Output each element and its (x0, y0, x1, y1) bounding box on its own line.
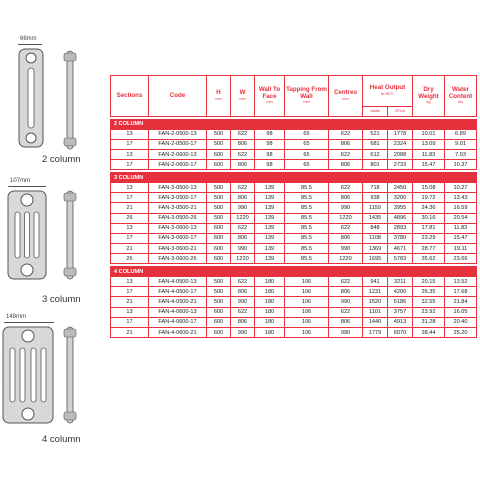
cell-water-content: 19.11 (445, 244, 477, 254)
radiator-3-column-front-image (7, 190, 47, 280)
cell-watts: 612 (363, 149, 388, 159)
section-header-row (111, 120, 477, 130)
cell-watts: 718 (363, 182, 388, 192)
cell-btus: 3211 (388, 277, 413, 287)
header-sections: Sections (111, 76, 149, 117)
header-w: W mm (231, 76, 255, 117)
radiator-3-column-label: 3 column (42, 294, 81, 305)
cell-centres: 990 (329, 203, 363, 213)
cell-w: 990 (231, 327, 255, 337)
table-row (111, 307, 477, 317)
header-centres: Centres mm (329, 76, 363, 117)
cell-h: 500 (207, 297, 231, 307)
cell-code: FAN-3-0600-21 (149, 244, 207, 254)
cell-sections: 17 (111, 160, 149, 170)
cell-watts: 1779 (363, 327, 388, 337)
cell-w: 806 (231, 287, 255, 297)
cell-centres: 806 (329, 233, 363, 243)
cell-tapping-from-wall: 85.5 (285, 254, 329, 264)
cell-watts: 1369 (363, 244, 388, 254)
cell-code: FAN-2-0600-13 (149, 149, 207, 159)
cell-sections: 17 (111, 139, 149, 149)
cell-dry-weight: 32.55 (413, 297, 445, 307)
table-row (111, 160, 477, 170)
cell-h: 500 (207, 139, 231, 149)
cell-sections: 21 (111, 203, 149, 213)
cell-tapping-from-wall: 85.5 (285, 203, 329, 213)
cell-wall-to-face: 180 (255, 287, 285, 297)
radiator-3-column-side-image (62, 190, 78, 280)
cell-centres: 1220 (329, 213, 363, 223)
table-row (111, 193, 477, 203)
cell-wall-to-face: 180 (255, 317, 285, 327)
cell-h: 600 (207, 244, 231, 254)
radiator-2-column-side-image (62, 50, 78, 150)
cell-water-content: 11.83 (445, 223, 477, 233)
cell-water-content: 6.89 (445, 129, 477, 139)
cell-water-content: 13.52 (445, 277, 477, 287)
cell-watts: 1108 (363, 233, 388, 243)
cell-w: 806 (231, 317, 255, 327)
cell-water-content: 25.20 (445, 327, 477, 337)
radiator-4-column-label: 4 column (42, 434, 81, 445)
cell-tapping-from-wall: 85.5 (285, 223, 329, 233)
cell-h: 500 (207, 203, 231, 213)
cell-code: FAN-4-0500-21 (149, 297, 207, 307)
cell-tapping-from-wall: 65 (285, 129, 329, 139)
cell-watts: 1440 (363, 317, 388, 327)
cell-btus: 4200 (388, 287, 413, 297)
cell-sections: 13 (111, 129, 149, 139)
cell-tapping-from-wall: 85.5 (285, 233, 329, 243)
cell-btus: 6070 (388, 327, 413, 337)
cell-btus: 4913 (388, 317, 413, 327)
table-row (111, 277, 477, 287)
table-row (111, 287, 477, 297)
cell-wall-to-face: 98 (255, 139, 285, 149)
cell-water-content: 13.43 (445, 193, 477, 203)
cell-btus: 3200 (388, 193, 413, 203)
cell-watts: 1231 (363, 287, 388, 297)
cell-btus: 3955 (388, 203, 413, 213)
cell-dry-weight: 38.44 (413, 327, 445, 337)
table-row (111, 203, 477, 213)
table-row (111, 317, 477, 327)
cell-code: FAN-4-0600-21 (149, 327, 207, 337)
cell-tapping-from-wall: 85.5 (285, 244, 329, 254)
cell-watts: 1695 (363, 254, 388, 264)
cell-wall-to-face: 180 (255, 327, 285, 337)
cell-code: FAN-3-0500-13 (149, 182, 207, 192)
cell-water-content: 7.93 (445, 149, 477, 159)
cell-w: 1220 (231, 213, 255, 223)
cell-code: FAN-2-0600-17 (149, 160, 207, 170)
cell-centres: 622 (329, 307, 363, 317)
cell-sections: 21 (111, 297, 149, 307)
cell-dry-weight: 17.81 (413, 223, 445, 233)
header-dry-weight: Dry Weight kg (413, 76, 445, 117)
cell-h: 600 (207, 160, 231, 170)
cell-tapping-from-wall: 106 (285, 307, 329, 317)
cell-centres: 1220 (329, 254, 363, 264)
cell-sections: 13 (111, 182, 149, 192)
width-dimension-line (4, 322, 54, 323)
cell-h: 600 (207, 223, 231, 233)
cell-h: 500 (207, 287, 231, 297)
cell-btus: 5783 (388, 254, 413, 264)
width-dimension: 107mm (10, 178, 31, 184)
cell-sections: 21 (111, 244, 149, 254)
cell-dry-weight: 30.16 (413, 213, 445, 223)
cell-sections: 13 (111, 223, 149, 233)
table-row (111, 327, 477, 337)
cell-w: 990 (231, 297, 255, 307)
table-row (111, 213, 477, 223)
cell-dry-weight: 23.92 (413, 307, 445, 317)
cell-code: FAN-3-0600-13 (149, 223, 207, 233)
table-row (111, 254, 477, 264)
cell-dry-weight: 19.72 (413, 193, 445, 203)
cell-btus: 2893 (388, 223, 413, 233)
cell-watts: 801 (363, 160, 388, 170)
cell-dry-weight: 26.35 (413, 287, 445, 297)
cell-sections: 13 (111, 307, 149, 317)
table-row (111, 223, 477, 233)
cell-centres: 806 (329, 287, 363, 297)
table-row (111, 149, 477, 159)
width-dimension: 66mm (20, 36, 37, 42)
cell-dry-weight: 35.62 (413, 254, 445, 264)
cell-tapping-from-wall: 65 (285, 139, 329, 149)
section-title: 4 COLUMN (111, 267, 477, 277)
cell-dry-weight: 20.15 (413, 277, 445, 287)
cell-water-content: 15.47 (445, 233, 477, 243)
header-btus: BTUs (388, 107, 413, 117)
cell-sections: 17 (111, 233, 149, 243)
cell-wall-to-face: 139 (255, 203, 285, 213)
cell-water-content: 20.54 (445, 213, 477, 223)
cell-w: 990 (231, 244, 255, 254)
cell-btus: 4896 (388, 213, 413, 223)
cell-centres: 622 (329, 182, 363, 192)
cell-h: 600 (207, 317, 231, 327)
cell-h: 600 (207, 233, 231, 243)
cell-tapping-from-wall: 106 (285, 277, 329, 287)
cell-tapping-from-wall: 65 (285, 160, 329, 170)
cell-wall-to-face: 98 (255, 129, 285, 139)
table-row (111, 129, 477, 139)
cell-wall-to-face: 139 (255, 193, 285, 203)
cell-water-content: 10.27 (445, 182, 477, 192)
cell-h: 600 (207, 307, 231, 317)
header-tapping-from-wall: Tapping From Wall mm (285, 76, 329, 117)
cell-water-content: 16.05 (445, 307, 477, 317)
cell-h: 500 (207, 182, 231, 192)
cell-wall-to-face: 139 (255, 213, 285, 223)
radiator-4-column-front-image (2, 326, 54, 424)
cell-tapping-from-wall: 85.5 (285, 213, 329, 223)
cell-w: 622 (231, 223, 255, 233)
cell-tapping-from-wall: 106 (285, 327, 329, 337)
cell-dry-weight: 13.09 (413, 139, 445, 149)
cell-h: 500 (207, 277, 231, 287)
cell-btus: 3757 (388, 307, 413, 317)
cell-water-content: 21.84 (445, 297, 477, 307)
cell-sections: 17 (111, 193, 149, 203)
cell-watts: 938 (363, 193, 388, 203)
cell-watts: 1435 (363, 213, 388, 223)
cell-dry-weight: 11.83 (413, 149, 445, 159)
cell-btus: 2450 (388, 182, 413, 192)
cell-sections: 17 (111, 317, 149, 327)
cell-centres: 806 (329, 160, 363, 170)
cell-btus: 4671 (388, 244, 413, 254)
specification-table (110, 75, 476, 338)
cell-centres: 622 (329, 149, 363, 159)
cell-code: FAN-3-0500-26 (149, 213, 207, 223)
table-row (111, 244, 477, 254)
cell-tapping-from-wall: 106 (285, 297, 329, 307)
cell-centres: 622 (329, 277, 363, 287)
cell-wall-to-face: 98 (255, 160, 285, 170)
width-dimension-line (18, 44, 42, 45)
cell-dry-weight: 15.47 (413, 160, 445, 170)
radiator-2-column-label: 2 column (42, 154, 81, 165)
cell-dry-weight: 15.08 (413, 182, 445, 192)
cell-w: 806 (231, 160, 255, 170)
cell-water-content: 20.40 (445, 317, 477, 327)
cell-centres: 990 (329, 327, 363, 337)
cell-wall-to-face: 139 (255, 223, 285, 233)
header-wall-to-face: Wall To Face mm (255, 76, 285, 117)
table-row (111, 233, 477, 243)
cell-btus: 5186 (388, 297, 413, 307)
cell-w: 806 (231, 193, 255, 203)
cell-watts: 848 (363, 223, 388, 233)
section-header-row (111, 267, 477, 277)
cell-w: 622 (231, 307, 255, 317)
cell-code: FAN-2-0500-17 (149, 139, 207, 149)
cell-dry-weight: 31.28 (413, 317, 445, 327)
cell-sections: 13 (111, 277, 149, 287)
cell-h: 500 (207, 213, 231, 223)
cell-code: FAN-3-0500-17 (149, 193, 207, 203)
cell-water-content: 16.59 (445, 203, 477, 213)
cell-code: FAN-3-0500-21 (149, 203, 207, 213)
header-h: H mm (207, 76, 231, 117)
table-row (111, 182, 477, 192)
width-dimension: 148mm (6, 314, 27, 320)
radiator-2-column-front-image (18, 48, 44, 148)
cell-water-content: 9.01 (445, 139, 477, 149)
cell-w: 622 (231, 277, 255, 287)
cell-w: 806 (231, 233, 255, 243)
cell-sections: 17 (111, 287, 149, 297)
cell-wall-to-face: 98 (255, 149, 285, 159)
section-title: 3 COLUMN (111, 173, 477, 183)
width-dimension-line (8, 186, 46, 187)
cell-tapping-from-wall: 106 (285, 317, 329, 327)
section-title: 2 COLUMN (111, 120, 477, 130)
cell-watts: 521 (363, 129, 388, 139)
radiator-illustrations (0, 0, 110, 480)
cell-tapping-from-wall: 85.5 (285, 193, 329, 203)
cell-w: 990 (231, 203, 255, 213)
cell-h: 500 (207, 193, 231, 203)
cell-btus: 2324 (388, 139, 413, 149)
cell-code: FAN-4-0500-13 (149, 277, 207, 287)
header-heat-output: Heat Output Δt 50°C (363, 76, 413, 107)
cell-w: 622 (231, 149, 255, 159)
cell-centres: 990 (329, 297, 363, 307)
header-code: Code (149, 76, 207, 117)
cell-watts: 681 (363, 139, 388, 149)
cell-dry-weight: 28.77 (413, 244, 445, 254)
section-header-row (111, 173, 477, 183)
cell-wall-to-face: 139 (255, 244, 285, 254)
cell-btus: 2088 (388, 149, 413, 159)
cell-centres: 806 (329, 193, 363, 203)
cell-code: FAN-3-0600-17 (149, 233, 207, 243)
cell-w: 1220 (231, 254, 255, 264)
cell-wall-to-face: 180 (255, 297, 285, 307)
cell-watts: 941 (363, 277, 388, 287)
cell-w: 622 (231, 182, 255, 192)
cell-dry-weight: 23.29 (413, 233, 445, 243)
cell-centres: 622 (329, 223, 363, 233)
cell-centres: 622 (329, 129, 363, 139)
cell-water-content: 23.66 (445, 254, 477, 264)
cell-centres: 806 (329, 317, 363, 327)
cell-wall-to-face: 139 (255, 182, 285, 192)
cell-sections: 26 (111, 254, 149, 264)
cell-water-content: 10.37 (445, 160, 477, 170)
cell-code: FAN-3-0600-26 (149, 254, 207, 264)
cell-wall-to-face: 180 (255, 277, 285, 287)
header-watts: Watts (363, 107, 388, 117)
cell-h: 600 (207, 149, 231, 159)
cell-h: 500 (207, 129, 231, 139)
cell-sections: 21 (111, 327, 149, 337)
cell-water-content: 17.68 (445, 287, 477, 297)
cell-h: 600 (207, 327, 231, 337)
cell-h: 600 (207, 254, 231, 264)
cell-sections: 26 (111, 213, 149, 223)
cell-dry-weight: 24.36 (413, 203, 445, 213)
cell-wall-to-face: 139 (255, 233, 285, 243)
cell-dry-weight: 10.01 (413, 129, 445, 139)
cell-watts: 1159 (363, 203, 388, 213)
cell-centres: 806 (329, 139, 363, 149)
cell-tapping-from-wall: 65 (285, 149, 329, 159)
table-row (111, 297, 477, 307)
table-row (111, 139, 477, 149)
cell-wall-to-face: 180 (255, 307, 285, 317)
cell-tapping-from-wall: 85.5 (285, 182, 329, 192)
cell-btus: 2733 (388, 160, 413, 170)
cell-tapping-from-wall: 106 (285, 287, 329, 297)
cell-wall-to-face: 139 (255, 254, 285, 264)
cell-watts: 1520 (363, 297, 388, 307)
cell-centres: 990 (329, 244, 363, 254)
cell-code: FAN-4-0600-13 (149, 307, 207, 317)
cell-code: FAN-4-0500-17 (149, 287, 207, 297)
cell-btus: 1778 (388, 129, 413, 139)
cell-watts: 1101 (363, 307, 388, 317)
cell-w: 806 (231, 139, 255, 149)
radiator-4-column-side-image (62, 326, 78, 424)
header-water-content: Water Content ltrs (445, 76, 477, 117)
cell-code: FAN-2-0500-13 (149, 129, 207, 139)
cell-sections: 13 (111, 149, 149, 159)
cell-btus: 3780 (388, 233, 413, 243)
cell-code: FAN-4-0600-17 (149, 317, 207, 327)
cell-w: 622 (231, 129, 255, 139)
